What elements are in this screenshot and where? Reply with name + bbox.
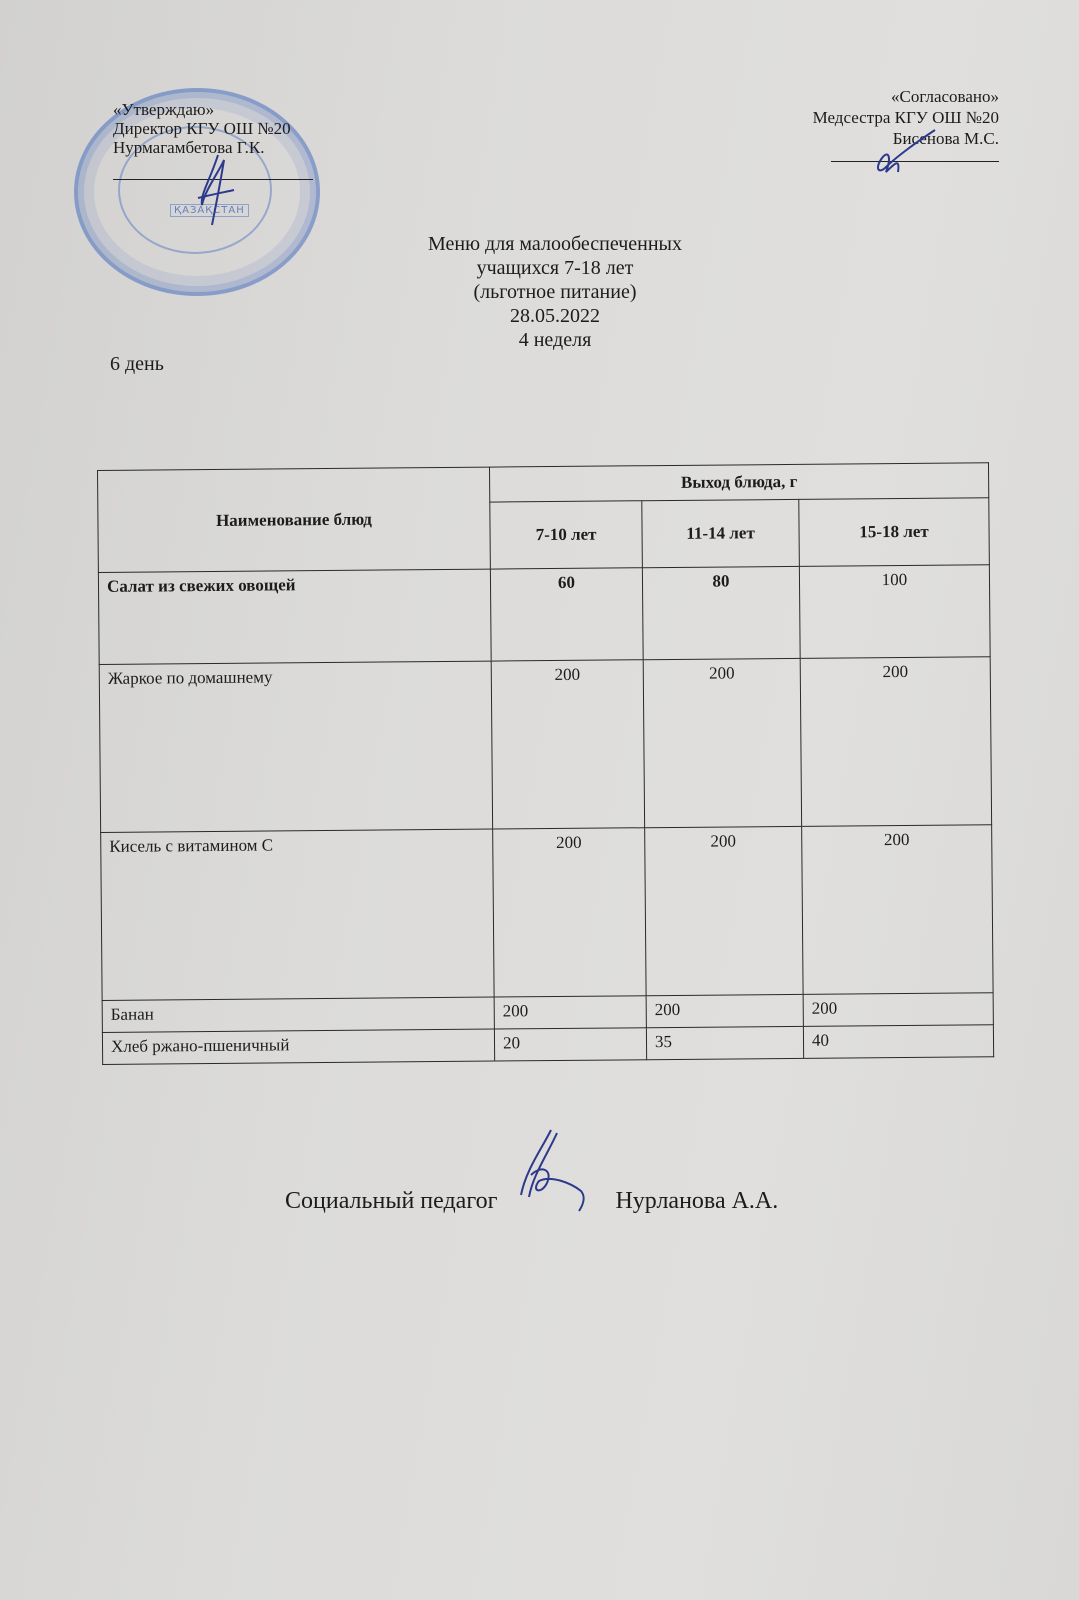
yield-11-14: 35 [646, 1026, 803, 1059]
dish-name: Жаркое по домашнему [99, 661, 492, 832]
title-line-1: Меню для малообеспеченных [428, 233, 682, 255]
approval-name: Нурмагамбетова Г.К. [113, 138, 265, 157]
title-week: 4 неделя [518, 329, 592, 351]
yield-7-10: 200 [491, 660, 644, 829]
yield-7-10: 200 [493, 828, 646, 997]
agreement-position: Медсестра КГУ ОШ №20 [812, 108, 999, 127]
yield-11-14: 200 [646, 994, 803, 1027]
pedagog-signature-icon [511, 1125, 601, 1215]
table-row [102, 1025, 993, 1065]
yield-7-10: 60 [490, 568, 643, 661]
nurse-signature-icon [870, 128, 940, 178]
agreement-name: Бисенова М.С. [892, 129, 999, 148]
header-yield: Выход блюда, г [489, 463, 988, 502]
yield-7-10: 200 [494, 996, 646, 1029]
stamp-label: ҚАЗАҚСТАН [170, 204, 249, 217]
footer-name: Нурланова А.А. [615, 1188, 779, 1214]
yield-11-14: 200 [645, 826, 803, 995]
yield-15-18: 200 [802, 825, 993, 995]
footer-signature-block [285, 1125, 778, 1215]
title-line-3: (льготное питание) [473, 281, 637, 303]
header-age-15-18: 15-18 лет [799, 498, 990, 567]
dish-name: Кисель с витамином С [101, 829, 494, 1000]
table-row [98, 565, 990, 665]
table-row [99, 657, 991, 833]
yield-7-10: 20 [494, 1028, 646, 1061]
agreement-heading: «Согласовано» [891, 87, 999, 106]
menu-table [97, 462, 994, 1065]
dish-name: Банан [102, 997, 494, 1032]
yield-15-18: 200 [800, 657, 991, 827]
title-date: 28.05.2022 [510, 305, 600, 327]
table-row [101, 825, 993, 1001]
title-line-2: учащихся 7-18 лет [476, 257, 634, 279]
yield-15-18: 40 [803, 1025, 993, 1059]
dish-name: Салат из свежих овощей [98, 569, 491, 664]
approval-heading: «Утверждаю» [113, 100, 215, 119]
day-label: 6 день [110, 353, 164, 375]
dish-name: Хлеб ржано-пшеничный [102, 1029, 494, 1064]
header-dish-name: Наименование блюд [98, 467, 491, 572]
yield-11-14: 200 [643, 658, 801, 827]
yield-11-14: 80 [642, 566, 800, 659]
footer-position: Социальный педагог [285, 1188, 498, 1214]
document-title [340, 232, 770, 352]
yield-15-18: 100 [799, 565, 990, 659]
director-signature-icon [190, 150, 240, 230]
yield-15-18: 200 [803, 993, 993, 1027]
header-age-7-10: 7-10 лет [490, 501, 643, 569]
header-age-11-14: 11-14 лет [642, 499, 800, 567]
approval-position: Директор КГУ ОШ №20 [113, 119, 291, 138]
